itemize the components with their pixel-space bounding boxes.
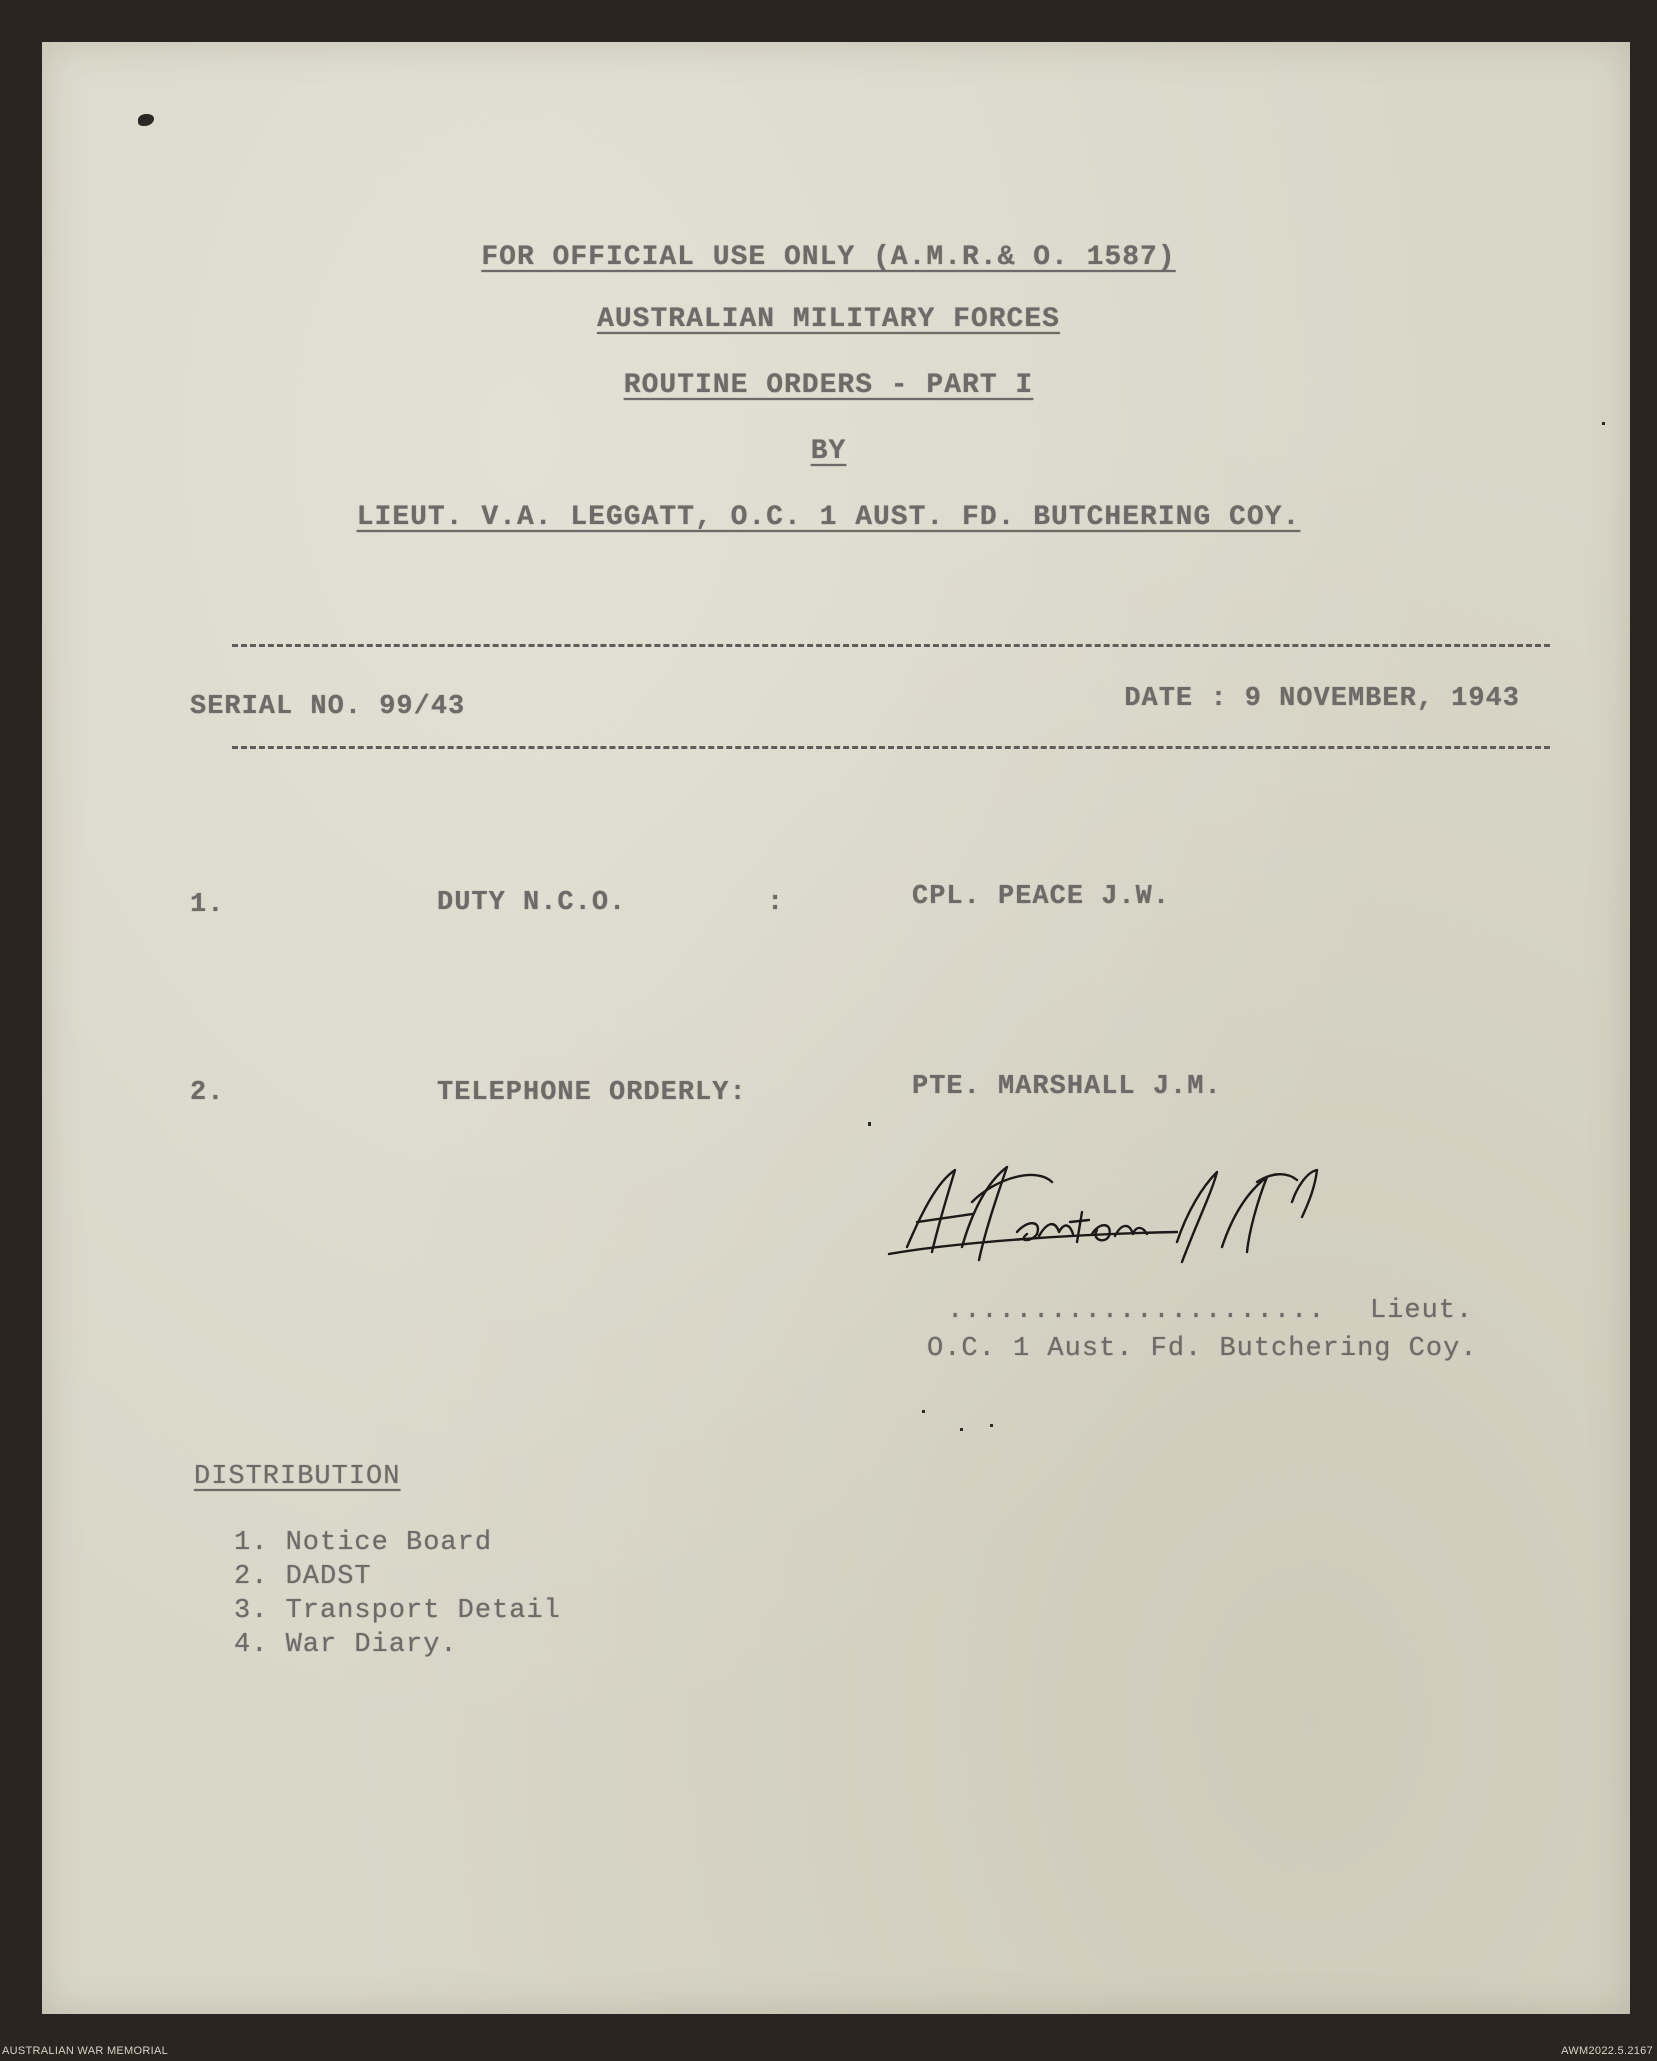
classification-heading: FOR OFFICIAL USE ONLY (A.M.R.& O. 1587)	[481, 242, 1176, 273]
force-heading: AUSTRALIAN MILITARY FORCES	[597, 304, 1060, 335]
archive-credit: AUSTRALIAN WAR MEMORIAL	[2, 2045, 169, 2057]
distribution-item: 3. Transport Detail	[234, 1596, 561, 1626]
distribution-section	[194, 1462, 561, 1662]
issuer-heading: LIEUT. V.A. LEGGATT, O.C. 1 AUST. FD. BUTCHERING COY.	[356, 502, 1301, 533]
order-number: 2.	[190, 1078, 225, 1108]
archive-reference: AWM2022.5.2167	[1561, 2045, 1653, 2057]
top-rule	[232, 644, 1550, 647]
ink-blot	[138, 114, 154, 126]
order-separator: :	[767, 888, 785, 918]
distribution-item: 2. DADST	[234, 1562, 372, 1592]
handwritten-signature	[877, 1142, 1347, 1282]
document-page	[42, 42, 1630, 2014]
ink-speck	[922, 1410, 925, 1413]
ink-speck	[868, 1122, 871, 1126]
ink-speck	[960, 1428, 963, 1431]
order-date: DATE : 9 NOVEMBER, 1943	[1124, 684, 1520, 714]
by-heading: BY	[810, 436, 847, 467]
signature-dots: ......................	[947, 1296, 1326, 1326]
signature-rank: Lieut.	[1370, 1296, 1474, 1326]
order-role: TELEPHONE ORDERLY:	[437, 1078, 747, 1108]
order-role: DUTY N.C.O.	[437, 888, 627, 918]
serial-number: SERIAL NO. 99/43	[190, 692, 466, 722]
distribution-item: 4. War Diary.	[234, 1630, 458, 1660]
ink-speck	[1602, 422, 1605, 425]
signature-unit: O.C. 1 Aust. Fd. Butchering Coy.	[927, 1334, 1478, 1364]
ink-speck	[990, 1424, 993, 1427]
distribution-item: 1. Notice Board	[234, 1528, 493, 1558]
order-assignee: PTE. MARSHALL J.M.	[912, 1072, 1222, 1102]
order-number: 1.	[190, 890, 225, 920]
distribution-heading: DISTRIBUTION	[194, 1462, 401, 1492]
bottom-rule	[232, 746, 1550, 749]
document-title: ROUTINE ORDERS - PART I	[623, 370, 1034, 401]
order-assignee: CPL. PEACE J.W.	[912, 882, 1171, 912]
